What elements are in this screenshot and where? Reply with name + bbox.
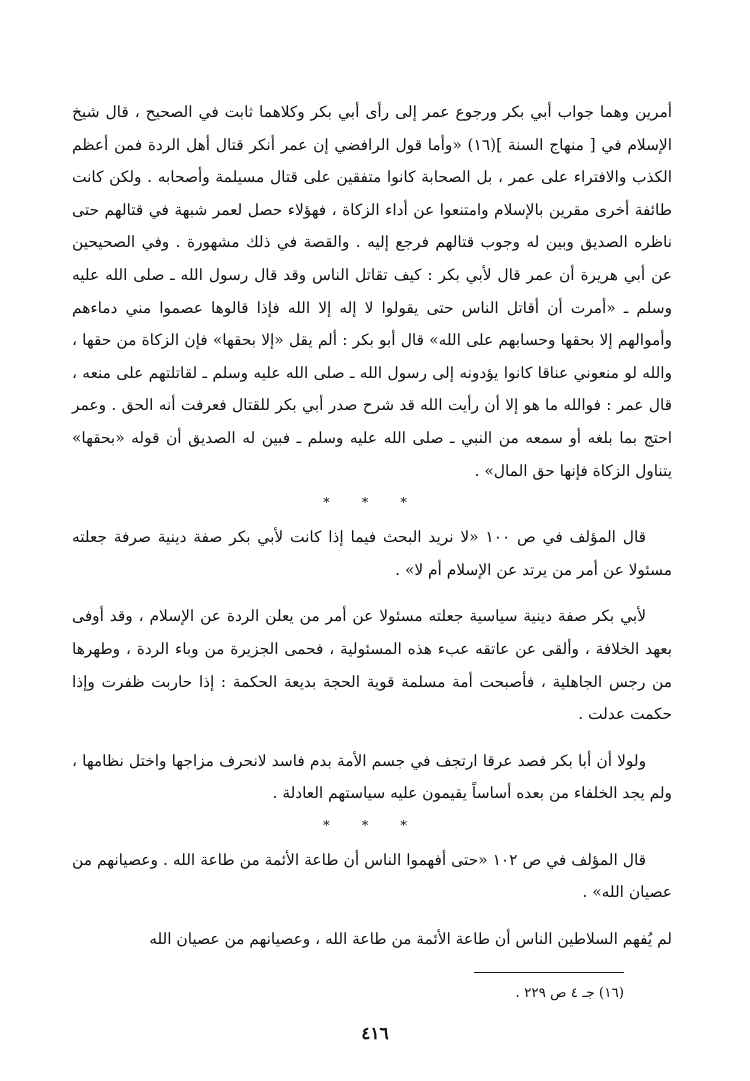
footnote: (١٦) جـ ٤ ص ٢٢٩ . [515, 985, 624, 1001]
section-separator: * * * [323, 818, 421, 834]
page-body [72, 88, 672, 956]
paragraph-author-quote-p102: قال المؤلف في ص ١٠٢ «حتى أفهموا الناس أن طاعة الأئمة من طاعة الله . وعصيانهم من عصيان الله» . [72, 850, 672, 902]
section-separator: * * * [323, 496, 421, 512]
paragraph-response-sultans: لم يُفهم السلاطين الناس أن طاعة الأئمة من طاعة الله ، وعصيانهم من عصيان الله [149, 930, 672, 949]
paragraph-abu-bakr-response: لأبي بكر صفة دينية سياسية جعلته مسئولا عن أمر من يعلن الردة عن الإسلام ، وقد أوفى بعهد الخلافة ، وألقى عن عاتقه عبء هذه المسئولية ، فحمى الجزيرة من وباء الردة ، وطهرها من رجس الجاهلية ، فأصبحت أمة مسلمة قوية الحجة بديعة الحكمة : إذا حاربت ظفرت وإذا حكمت عدلت . [72, 607, 672, 724]
paragraph-quote-ibn-taymiyya: أمرين وهما جواب أبي بكر ورجوع عمر إلى رأى أبي بكر وكلاهما ثابت في الصحيح ، قال شيخ الإسلام في [ منهاج السنة ](١٦) «وأما قول الرافضي إن عمر أنكر قتال أهل الردة فمن أعظم الكذب والافتراء على عمر ، بل الصحابة كانوا متفقين على قتال مسيلمة وأصحابه . ولكن كانت طائفة أخرى مقرين بالإسلام وامتنعوا عن أداء الزكاة ، فهؤلاء حصل لعمر شبهة في قتالهم حتى ناظره الصديق وبين له وجوب قتالهم فرجع إليه . والقصة في ذلك مشهورة . وفي الصحيحين عن أبي هريرة أن عمر قال لأبي بكر : كيف تقاتل الناس وقد قال رسول الله ـ صلى الله عليه وسلم ـ «أمرت أن أقاتل الناس حتى يقولوا لا إله إلا الله فإذا قالوها عصموا مني دماءهم وأموالهم إلا بحقها وحسابهم على الله» قال أبو بكر : ألم يقل «إلا بحقها» فإن الزكاة من حقها ، والله لو منعوني عناقا كانوا يؤدونه إلى رسول الله ـ صلى الله عليه وسلم ـ لقاتلتهم على منعه ، قال عمر : فوالله ما هو إلا أن رأيت الله قد شرح صدر أبي بكر للقتال فعرفت أنه الحق . وعمر احتج بما بلغه أو سمعه من النبي ـ صلى الله عليه وسلم ـ فبين له الصديق أن قوله «بحقها» يتناول الزكاة فإنها حق المال» . [72, 103, 672, 480]
paragraph-author-quote-p100: قال المؤلف في ص ١٠٠ «لا نريد البحث فيما إذا كانت لأبي بكر صفة دينية صرفة جعلته مسئولا عن أمر من يرتد عن الإسلام أم لا» . [72, 528, 672, 579]
footnote-divider [474, 972, 624, 973]
page-number: ٤١٦ [361, 1024, 389, 1044]
paragraph-abu-bakr-conclusion: ولولا أن أبا بكر فصد عرقا ارتجف في جسم الأمة بدم فاسد لانحرف مزاجها واختل نظامها ، ولم يجد الخلفاء من بعده أساساً يقيمون عليه سياستهم العادلة . [72, 751, 672, 803]
